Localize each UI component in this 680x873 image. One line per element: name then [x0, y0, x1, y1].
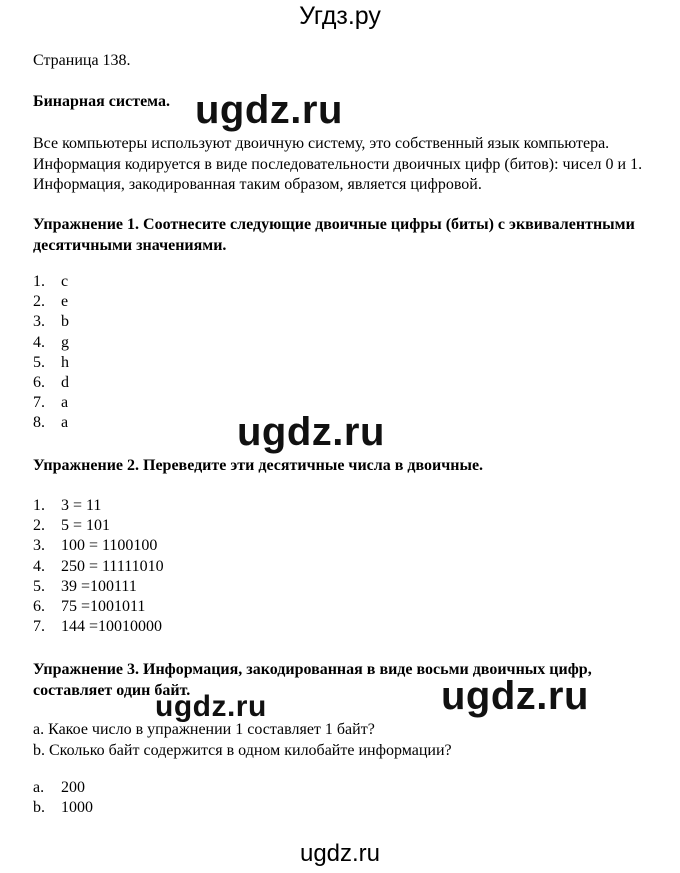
list-item: 2. e [33, 293, 69, 311]
watermark: ugdz.ru [155, 690, 267, 723]
list-item: 7. a [33, 394, 69, 412]
section-title: Бинарная система. [33, 93, 170, 110]
list-item: 1. 3 = 11 [33, 497, 102, 514]
list-item: 6. 75 =1001011 [33, 597, 146, 615]
list-item: 3. b [33, 313, 69, 331]
list-item: 5. 39 =100111 [33, 577, 137, 595]
exercise-2-title: Упражнение 2. Переведите эти десятичные числа в двоичные. [33, 457, 484, 474]
list-item: 8. a [33, 414, 69, 432]
watermark: ugdz.ru [441, 674, 589, 718]
intro-paragraph: Все компьютеры используют двоичную систему, это собственный язык компьютера. Информация кодируется в виде последовательности двоичных цифр (битов): чисел 0 и 1. Информация, закодированная таким образом, является цифровой. [33, 135, 643, 193]
list-item: 3. 100 = 1100100 [33, 537, 158, 555]
exercise-3-questions [33, 720, 452, 761]
list-item: b. 1000 [33, 799, 93, 817]
list-item: 2. 5 = 101 [33, 517, 111, 535]
exercise-1-title: Упражнение 1. Соотнесите следующие двоичные цифры (биты) с эквивалентными десятичными значениями. [33, 216, 635, 254]
footer-site: ugdz.ru [299, 840, 381, 867]
watermark: ugdz.ru [195, 88, 343, 132]
list-item: a. 200 [33, 779, 85, 796]
exercise-3-answers [33, 778, 93, 818]
exercise-3-title: Упражнение 3. Информация, закодированная в виде восьми двоичных цифр, составляет один байт. [33, 661, 592, 699]
list-item: 1. c [33, 273, 69, 290]
site-header: Угдз.ру [299, 2, 381, 30]
list-item: 4. 250 = 11111010 [33, 557, 164, 575]
exercise-1-answers [33, 272, 69, 434]
watermark: ugdz.ru [237, 410, 385, 454]
list-item: 4. g [33, 333, 69, 351]
list-item: 7. 144 =10010000 [33, 618, 163, 636]
question-b: b. Сколько байт содержится в одном килобайте информации? [33, 741, 452, 759]
question-a: a. Какое число в упражнении 1 составляет 1 байт? [33, 721, 375, 738]
page-number: Страница 138. [33, 52, 131, 69]
list-item: 5. h [33, 353, 69, 371]
exercise-2-answers [33, 496, 164, 637]
list-item: 6. d [33, 373, 69, 391]
